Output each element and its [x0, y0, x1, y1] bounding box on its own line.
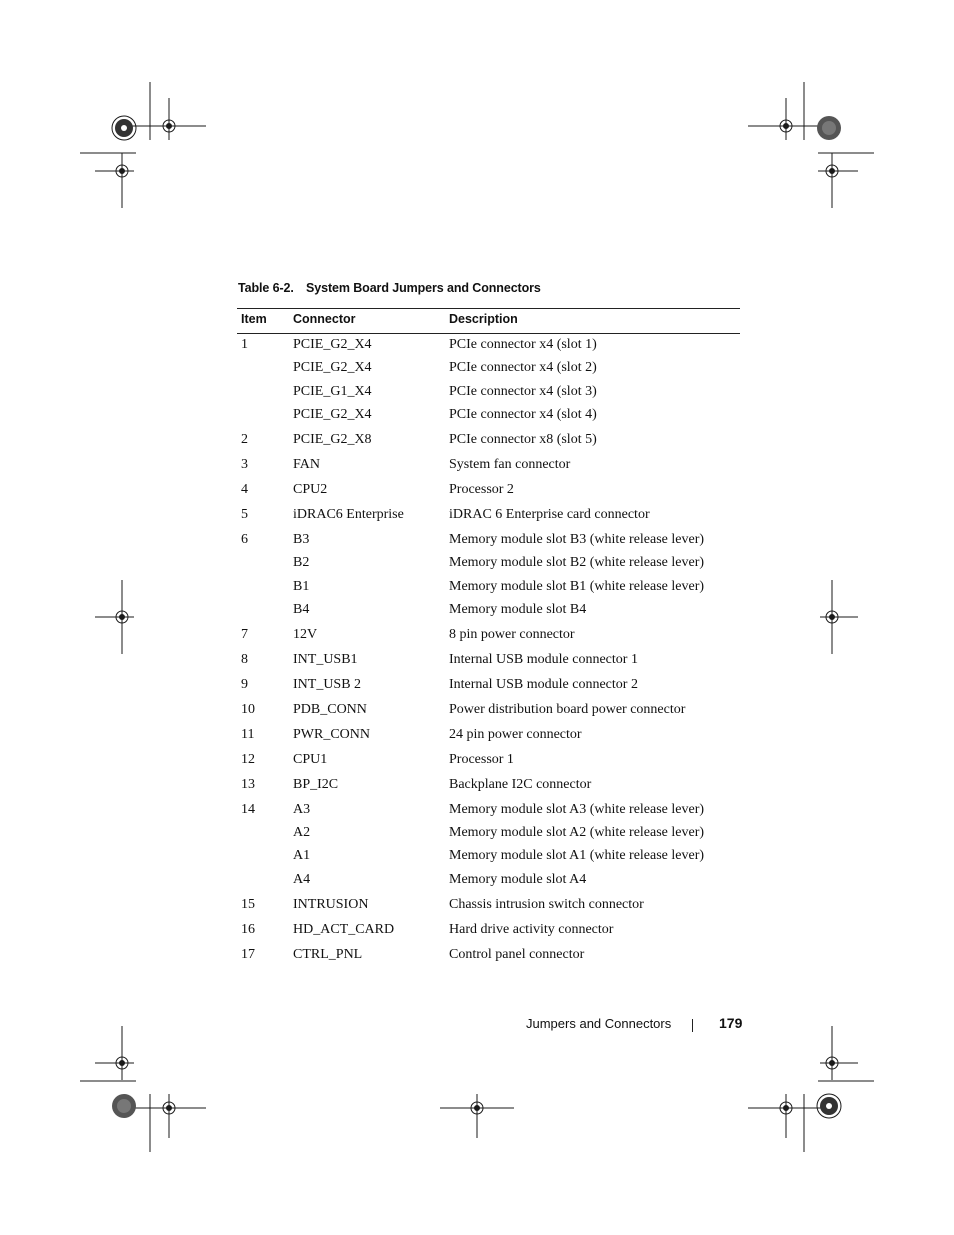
cell-description: 24 pin power connector	[449, 726, 582, 742]
table-top-rule	[237, 308, 740, 309]
table-caption	[238, 281, 541, 295]
cell-connector: CTRL_PNL	[293, 946, 363, 962]
table-header-rule	[237, 333, 740, 334]
cell-connector: A3	[293, 801, 311, 817]
registration-crosshair-icon	[440, 1094, 514, 1138]
cell-item: 4	[241, 481, 248, 497]
gray-disc-registration-icon	[112, 1094, 136, 1118]
cell-connector: PCIE_G2_X4	[293, 360, 372, 376]
registration-crosshair-icon	[80, 82, 206, 208]
cell-item: 5	[241, 506, 248, 522]
cell-item: 13	[241, 776, 255, 792]
table-caption-number: Table 6-2.	[238, 281, 294, 295]
cell-connector: PCIE_G2_X4	[293, 406, 372, 422]
cell-item: 14	[241, 801, 255, 817]
header-connector: Connector	[293, 312, 356, 326]
cell-connector: PWR_CONN	[293, 726, 371, 742]
cell-item: 6	[241, 531, 248, 547]
cell-item: 11	[241, 726, 255, 742]
cell-connector: iDRAC6 Enterprise	[293, 506, 404, 522]
cell-item: 1	[241, 337, 248, 352]
cell-description: PCIe connector x4 (slot 2)	[449, 360, 597, 376]
cell-connector: PDB_CONN	[293, 701, 367, 717]
cell-connector: B1	[293, 578, 310, 594]
cell-connector: HD_ACT_CARD	[293, 921, 395, 937]
cell-description: Chassis intrusion switch connector	[449, 896, 644, 912]
cell-connector: A1	[293, 848, 311, 864]
cell-connector: PCIE_G2_X8	[293, 431, 372, 447]
cell-connector: BP_I2C	[293, 776, 339, 792]
cell-connector: INTRUSION	[293, 896, 369, 912]
cell-description: Memory module slot B2 (white release lever)	[449, 555, 705, 571]
page-number: 179	[719, 1015, 743, 1031]
cell-item: 12	[241, 751, 255, 767]
cell-connector: A2	[293, 825, 311, 841]
cell-connector: CPU1	[293, 751, 328, 767]
cell-connector: PCIE_G1_X4	[293, 383, 372, 399]
cell-description: Internal USB module connector 1	[449, 651, 638, 667]
starburst-registration-icon	[112, 116, 136, 140]
gray-disc-registration-icon	[817, 116, 841, 140]
cell-item: 15	[241, 896, 255, 912]
cell-description: Memory module slot B1 (white release lever)	[449, 578, 705, 594]
cell-description: PCIe connector x8 (slot 5)	[449, 431, 597, 447]
cell-description: Hard drive activity connector	[449, 921, 614, 937]
cell-item: 8	[241, 651, 248, 667]
cell-description: Processor 1	[449, 751, 514, 767]
footer-separator	[692, 1019, 693, 1032]
cell-description: Memory module slot B3 (white release lever)	[449, 531, 705, 547]
cell-connector: PCIE_G2_X4	[293, 337, 372, 352]
cell-item: 7	[241, 626, 248, 642]
registration-crosshair-icon	[95, 580, 134, 654]
cell-item: 9	[241, 676, 248, 692]
cell-description: PCIe connector x4 (slot 4)	[449, 406, 597, 422]
cell-description: Memory module slot A4	[449, 871, 587, 887]
cell-connector: FAN	[293, 456, 320, 472]
cell-description: System fan connector	[449, 456, 571, 472]
cell-item: 3	[241, 456, 248, 472]
cell-connector: B3	[293, 531, 310, 547]
registration-crosshair-icon	[80, 1026, 206, 1152]
header-description: Description	[449, 312, 518, 326]
starburst-registration-icon	[817, 1094, 841, 1118]
cell-description: Processor 2	[449, 481, 514, 497]
cell-description: Memory module slot A3 (white release lever)	[449, 801, 705, 817]
table-caption-title: System Board Jumpers and Connectors	[306, 281, 541, 295]
registration-crosshair-icon	[820, 580, 858, 654]
cell-description: Memory module slot A1 (white release lever)	[449, 848, 705, 864]
cell-connector: A4	[293, 871, 311, 887]
cell-description: PCIe connector x4 (slot 3)	[449, 383, 597, 399]
cell-description: Memory module slot B4	[449, 601, 587, 617]
cell-connector: INT_USB 2	[293, 676, 362, 692]
cell-description: PCIe connector x4 (slot 1)	[449, 337, 597, 352]
cell-connector: INT_USB1	[293, 651, 358, 667]
cell-connector: B4	[293, 601, 310, 617]
cell-description: Backplane I2C connector	[449, 776, 592, 792]
cell-connector: CPU2	[293, 481, 328, 497]
cell-description: 8 pin power connector	[449, 626, 575, 642]
cell-connector: 12V	[293, 626, 318, 642]
cell-item: 2	[241, 431, 248, 447]
cell-description: Memory module slot A2 (white release lever)	[449, 825, 705, 841]
cell-connector: B2	[293, 555, 310, 571]
cell-item: 10	[241, 701, 255, 717]
cell-description: iDRAC 6 Enterprise card connector	[449, 506, 650, 522]
header-item: Item	[241, 312, 267, 326]
cell-description: Control panel connector	[449, 946, 585, 962]
cell-description: Internal USB module connector 2	[449, 676, 638, 692]
registration-crosshair-icon	[748, 82, 874, 208]
cell-item: 17	[241, 946, 255, 962]
footer-section-title: Jumpers and Connectors	[526, 1016, 672, 1031]
cell-description: Power distribution board power connector	[449, 701, 686, 717]
cell-item: 16	[241, 921, 255, 937]
registration-crosshair-icon	[748, 1026, 874, 1152]
